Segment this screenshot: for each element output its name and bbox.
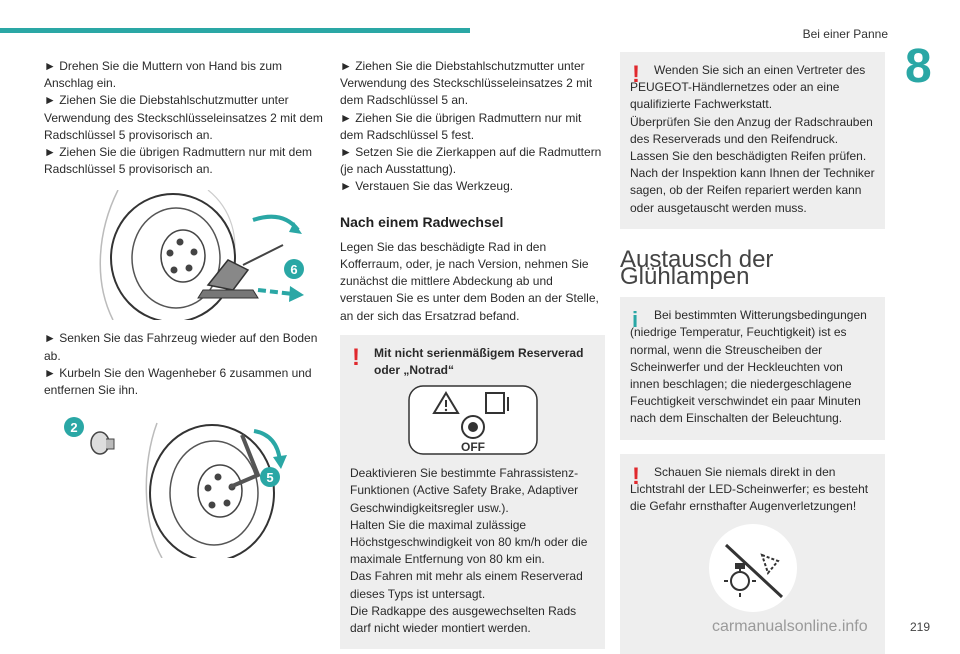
warning-icon: ! <box>632 61 640 88</box>
warning-title: Mit nicht serienmäßigem Reserverad oder „Notrad“ <box>374 345 584 378</box>
page-number: 219 <box>909 620 930 634</box>
col2-paragraph-2: Legen Sie das beschädigte Rad in den Kofferraum, oder, je nach Version, nehmen Sie zunächst die mittlere Abdeckung ab und verstauen Sie es unter dem Boden an der Stelle, an der sich das Ersatzrad befand. <box>340 239 599 323</box>
column-3 <box>620 58 885 654</box>
chapter-number: 8 <box>905 40 932 93</box>
off-symbol-icon <box>408 385 595 455</box>
warning-icon: ! <box>632 462 640 490</box>
col2-paragraph-1: ► Ziehen Sie die Diebstahlschutzmutter unter Verwendung des Steckschlüsseleinsatzes 2 mit dem Radschlüssel 5 an. ► Ziehen Sie die übrigen Radmuttern nur mit dem Radschlüssel 5 fest. ► Setzen Sie die Zierkappen auf die Radmuttern (je nach Ausstattung). ► Verstauen Sie das Werkzeug. <box>340 59 602 194</box>
warning-box-workshop <box>620 52 885 229</box>
warning-workshop-text: Wenden Sie sich an einen Vertreter des PEUGEOT-Händlernetzes oder an eine qualifizierte Fachwerkstatt. Überprüfen Sie den Anzug der Radschrauben des Reserverads und den Reifendruck. Lassen Sie den beschädigten Reifen prüfen. Nach der Inspektion kann Ihnen der Techniker sagen, ob der Reifen repariert werden kann oder ausgetauscht werden muss. <box>630 63 875 215</box>
col1-paragraph-1: ► Drehen Sie die Muttern von Hand bis zum Anschlag ein. ► Ziehen Sie die Diebstahlschutzmutter unter Verwendung des Steckschlüsseleinsatzes 2 mit dem Radschlüssel 5 provisorisch an. ► Ziehen Sie die übrigen Radmuttern nur mit dem Radschlüssel 5 provisorisch an. <box>44 59 323 177</box>
info-icon: i <box>632 307 639 333</box>
info-text: Bei bestimmten Witterungsbedingungen (niedrige Temperatur, Feuchtigkeit) ist es normal, wenn die Streuscheiben der Scheinwerfer und der Heckleuchten von innen beschlagen; die niedergeschlagene Feuchtigkeit verschwindet ein paar Minuten nach dem Einschalten der Beleuchtung. <box>630 308 867 426</box>
no-look-led-icon <box>708 523 875 613</box>
figure-jack-lowering <box>58 190 324 320</box>
warning-text: Deaktivieren Sie bestimmte Fahrassistenz-Funktionen (Active Safety Brake, Adaptiver Geschwindigkeitsregler usw.). Halten Sie die maximal zulässige Höchstgeschwindigkeit von 80 km/h oder die maximale Entfernung von 80 km ein. Das Fahren mit mehr als einem Reserverad dieses Typs ist untersagt. Die Radkappe des ausgewechselten Rads darf nicht wieder montiert werden. <box>350 466 588 636</box>
section-title: Bei einer Panne <box>802 27 888 41</box>
column-1 <box>44 58 324 558</box>
watermark: carmanualsonline.info <box>712 618 868 635</box>
heading-after-wheel-change: Nach einem Radwechsel <box>340 213 504 230</box>
warning-led-text: Schauen Sie niemals direkt in den Lichtstrahl der LED-Scheinwerfer; es besteht die Gefahr ernsthafter Augenverletzungen! <box>630 464 869 514</box>
header-accent-bar <box>0 28 470 33</box>
warning-icon: ! <box>352 343 360 371</box>
callout-2: 2 <box>70 420 78 436</box>
column-2 <box>340 58 605 649</box>
callout-6: 6 <box>290 262 298 278</box>
col1-paragraph-2: ► Senken Sie das Fahrzeug wieder auf den Boden ab. ► Kurbeln Sie den Wagenheber 6 zusammen und entfernen Sie ihn. <box>44 331 318 398</box>
info-box-condensation <box>620 297 885 439</box>
off-label: OFF <box>461 440 485 455</box>
callout-5: 5 <box>266 470 274 486</box>
figure-wheel-wrench <box>62 413 324 558</box>
warning-box-spare-wheel <box>340 335 605 649</box>
heading-bulb-replacement: Austausch der Glühlampen <box>620 245 774 291</box>
